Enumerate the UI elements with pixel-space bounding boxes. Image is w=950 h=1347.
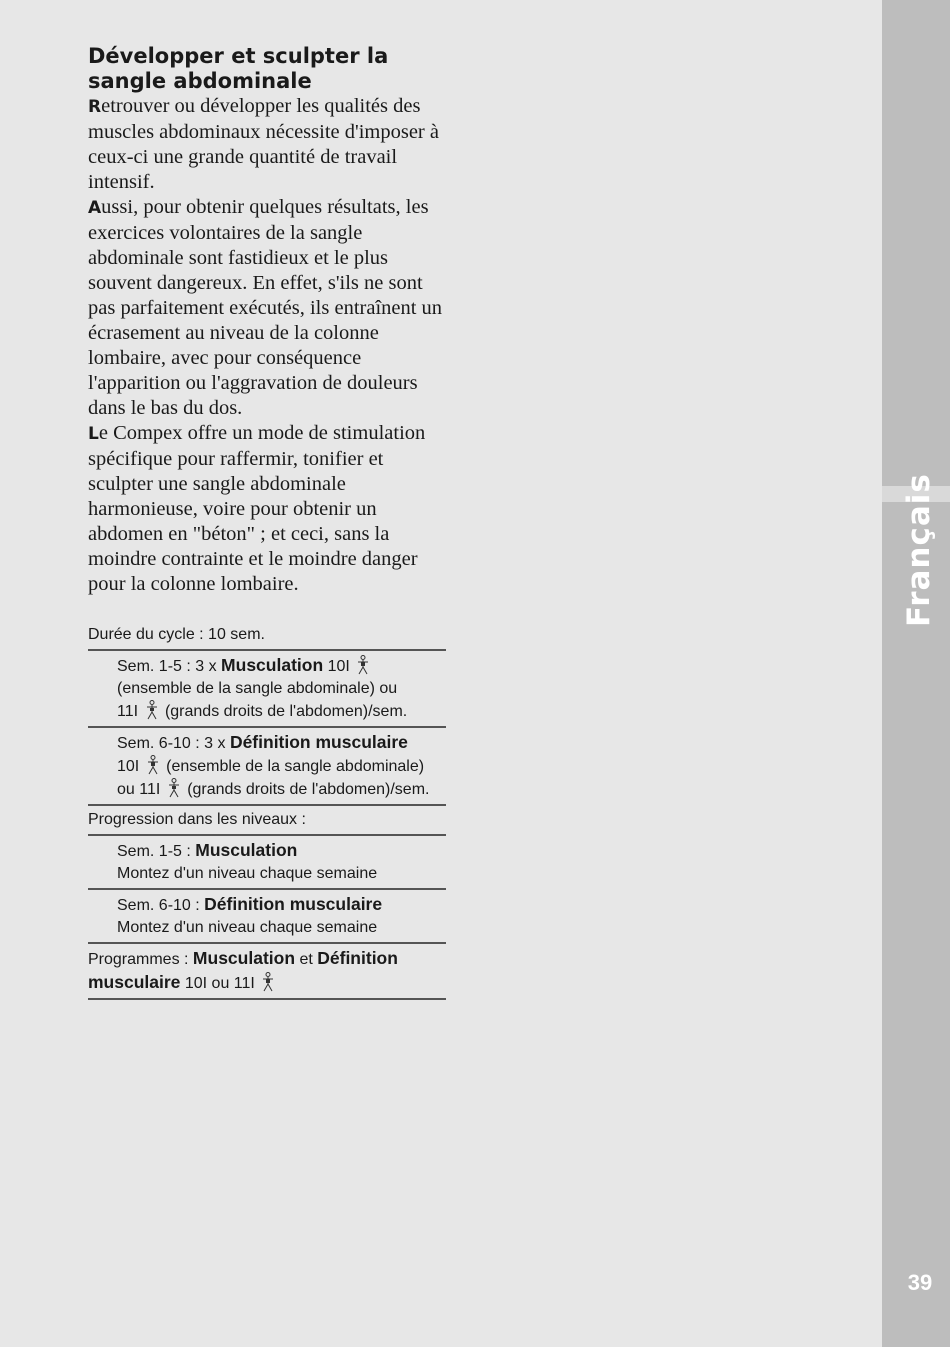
- page-number: 39: [907, 1270, 933, 1295]
- dropcap: L: [88, 424, 99, 444]
- body-figure-icon: [261, 972, 275, 992]
- program-code: 11I: [117, 703, 143, 720]
- body-figure-icon: [145, 700, 159, 720]
- program-summary-table: [88, 621, 446, 1000]
- dropcap: R: [88, 97, 102, 117]
- program-name: Définition musculaire: [229, 732, 408, 752]
- program-code: 10I: [323, 658, 355, 675]
- cycle-duration-row: [88, 621, 446, 651]
- program-code: 10I: [117, 758, 144, 775]
- programs-label: Programmes :: [88, 951, 193, 968]
- paragraph-2: [88, 195, 448, 421]
- body-figure-icon: [146, 755, 160, 775]
- level-note: Montez d'un niveau chaque semaine: [117, 919, 378, 936]
- body-figure-icon: [167, 778, 181, 798]
- level-6-10-row: [88, 890, 446, 944]
- conjunction: et: [295, 951, 318, 968]
- paragraph-text: e Compex offre un mode de stimulation spécifique pour raffermir, tonifier et sculpter une sangle abdominale harmonieuse, voire pour obtenir un abdomen en "béton" ; et ceci, sans la moindre contrainte et le moindre danger pour la colonne lombaire.: [88, 422, 426, 595]
- language-sidebar: [882, 0, 950, 1347]
- program-description: (grands droits de l'abdomen)/sem.: [182, 781, 430, 798]
- progression-label: Progression dans les niveaux :: [88, 811, 306, 828]
- level-note: Montez d'un niveau chaque semaine: [117, 865, 378, 882]
- main-content: [88, 44, 448, 1000]
- paragraph-text: ussi, pour obtenir quelques résultats, les exercices volontaires de la sangle abdominale sont fastidieux et le plus souvent dangereux. En effet, s'ils ne sont pas parfaitement exécutés, ils entraînent un écrasement au niveau de la colonne lombaire, avec pour conséquence l'apparition ou l'aggravation de douleurs dans le bas du dos.: [88, 196, 443, 419]
- program-description: (ensemble de la sangle abdominale): [161, 758, 425, 775]
- program-name: Musculation: [192, 948, 296, 968]
- program-code: 10I ou 11I: [180, 975, 260, 992]
- language-label: Français: [901, 473, 937, 627]
- week-range: Sem. 1-5 : 3 x: [117, 658, 222, 675]
- body-figure-icon: [356, 655, 370, 675]
- week-6-10-row: [88, 728, 446, 806]
- program-name: Définition musculaire: [204, 894, 383, 914]
- week-range: Sem. 6-10 :: [117, 897, 205, 914]
- week-range: Sem. 6-10 : 3 x: [117, 735, 230, 752]
- programs-row: [88, 944, 446, 1000]
- program-name: Définition musculaire: [88, 948, 398, 992]
- program-description: (grands droits de l'abdomen)/sem.: [160, 703, 408, 720]
- program-description: (ensemble de la sangle abdominale) ou: [117, 680, 398, 697]
- paragraph-3: [88, 421, 448, 597]
- section-title: Développer et sculpter la sangle abdominale: [88, 44, 389, 93]
- week-1-5-row: [88, 651, 446, 728]
- level-1-5-row: [88, 836, 446, 890]
- paragraph-text: etrouver ou développer les qualités des muscles abdominaux nécessite d'imposer à ceux-ci une grande quantité de travail intensif.: [88, 95, 439, 193]
- progression-row: [88, 806, 446, 836]
- week-range: Sem. 1-5 :: [117, 843, 196, 860]
- program-code: ou 11I: [117, 781, 165, 798]
- paragraph-1: [88, 94, 448, 195]
- cycle-duration: Durée du cycle : 10 sem.: [88, 626, 265, 643]
- program-name: Musculation: [221, 655, 324, 675]
- program-name: Musculation: [195, 840, 298, 860]
- dropcap: A: [88, 198, 102, 218]
